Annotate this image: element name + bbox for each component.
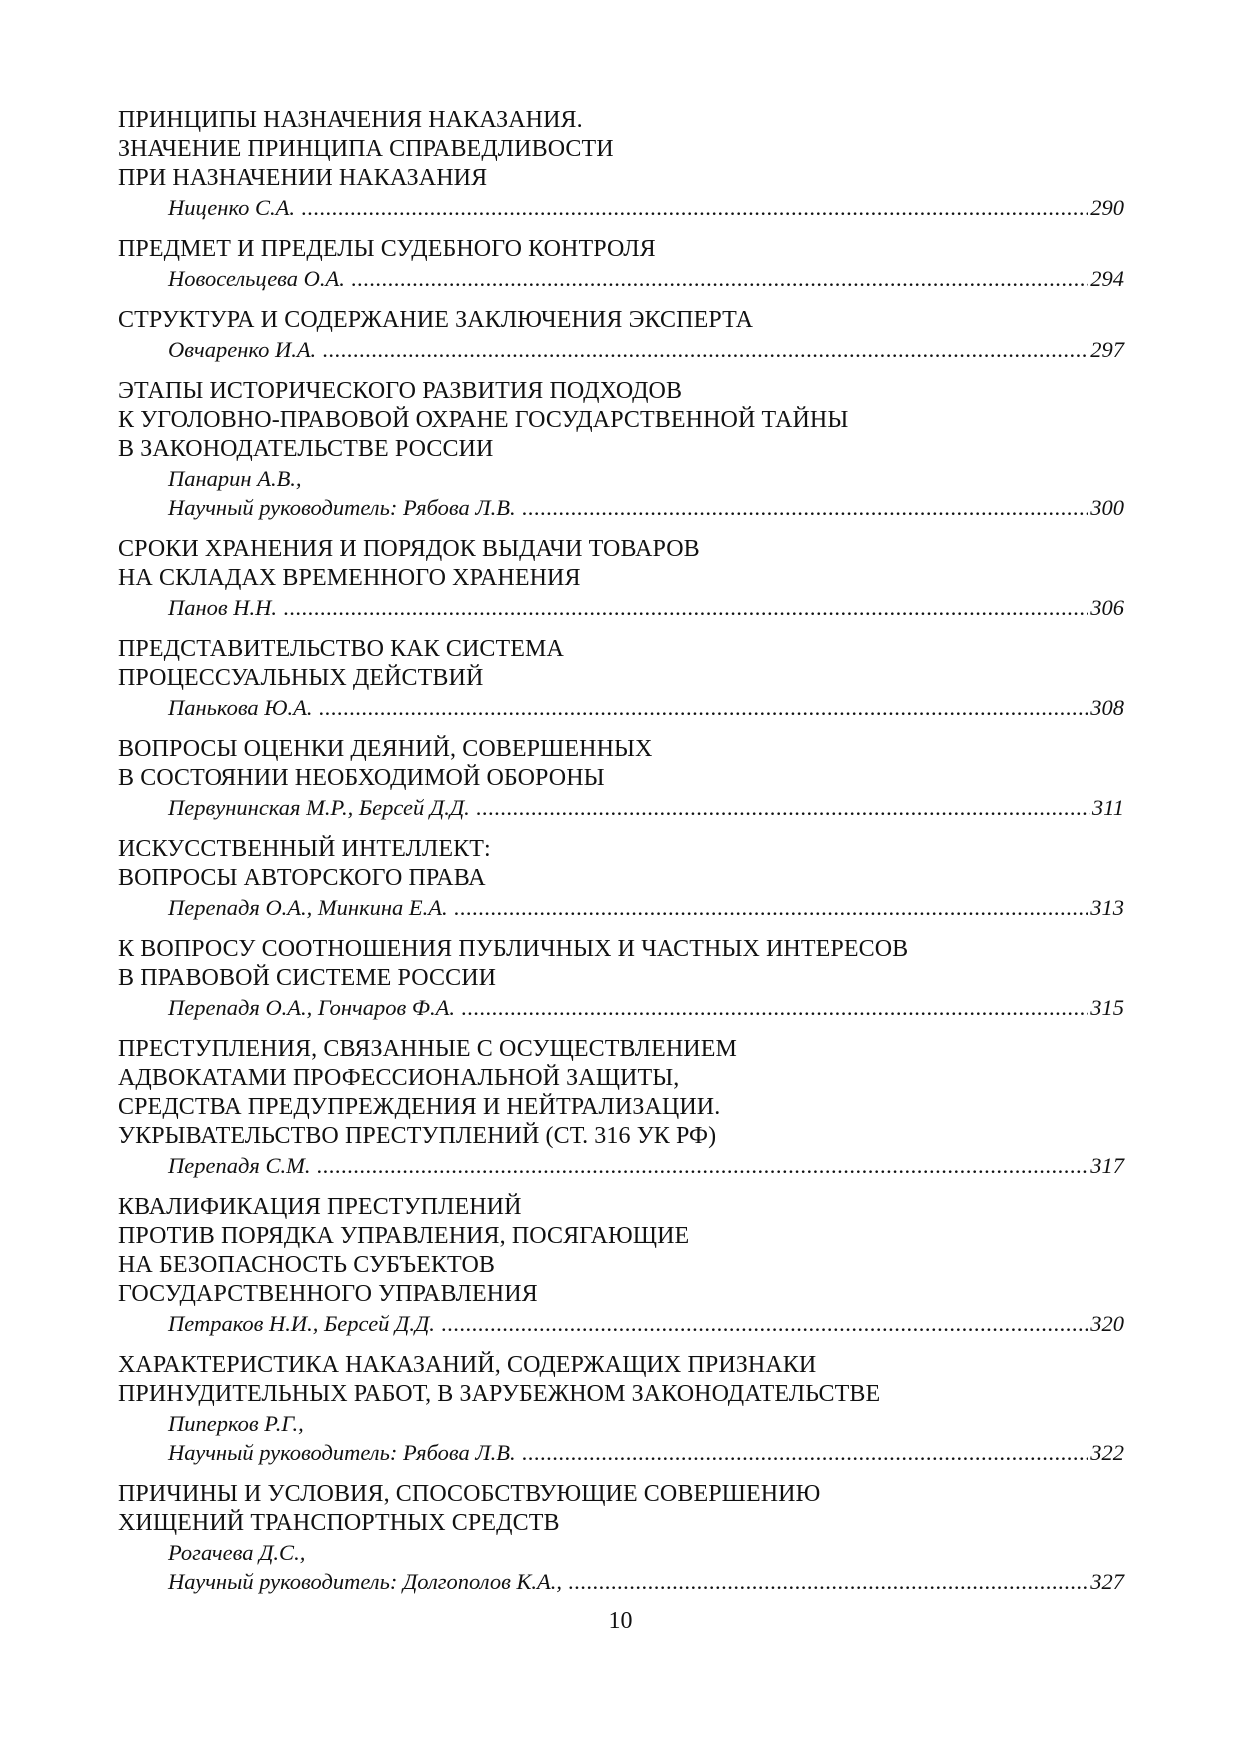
dot-leader	[301, 193, 1088, 222]
entry-title-line: СРЕДСТВА ПРЕДУПРЕЖДЕНИЯ И НЕЙТРАЛИЗАЦИИ.	[118, 1094, 721, 1120]
entry-author-page-row	[118, 264, 1124, 293]
entry-author-page-row	[118, 893, 1124, 922]
entry-page-number: 315	[1090, 995, 1124, 1020]
table-of-contents	[118, 106, 1124, 1609]
entry-page-number: 300	[1090, 495, 1124, 520]
entry-title-line: ГОСУДАРСТВЕННОГО УПРАВЛЕНИЯ	[118, 1281, 538, 1307]
entry-page-number: 294	[1090, 266, 1124, 291]
entry-author: Панов Н.Н.	[168, 595, 278, 620]
toc-entry	[118, 1351, 1124, 1467]
entry-author: Ниценко С.А.	[168, 195, 296, 220]
entry-page-number: 320	[1090, 1311, 1124, 1336]
entry-author: Научный руководитель: Рябова Л.В.	[168, 495, 516, 520]
entry-page-number: 311	[1091, 795, 1124, 820]
entry-author-page-row	[118, 193, 1124, 222]
entry-title-line: СТРУКТУРА И СОДЕРЖАНИЕ ЗАКЛЮЧЕНИЯ ЭКСПЕРТА	[118, 307, 754, 333]
entry-author: Научный руководитель: Рябова Л.В.	[168, 1440, 516, 1465]
entry-title-line: ПРЕДМЕТ И ПРЕДЕЛЫ СУДЕБНОГО КОНТРОЛЯ	[118, 236, 656, 262]
entry-author: Петраков Н.И., Берсей Д.Д.	[168, 1311, 435, 1336]
entry-title-line: ПРИ НАЗНАЧЕНИИ НАКАЗАНИЯ	[118, 165, 488, 191]
entry-page-number: 306	[1090, 595, 1124, 620]
entry-title-line: К ВОПРОСУ СООТНОШЕНИЯ ПУБЛИЧНЫХ И ЧАСТНЫХ ИНТЕРЕСОВ	[118, 936, 909, 962]
toc-entry	[118, 306, 1124, 364]
entry-title-line: УКРЫВАТЕЛЬСТВО ПРЕСТУПЛЕНИЙ (СТ. 316 УК РФ)	[118, 1123, 717, 1149]
entry-author: Панькова Ю.А.	[168, 695, 313, 720]
dot-leader	[522, 493, 1089, 522]
page-number: 10	[608, 1608, 633, 1634]
entry-author: Новосельцева О.А.	[168, 266, 345, 291]
entry-author-page-row	[118, 1438, 1124, 1467]
toc-entry	[118, 1193, 1124, 1338]
entry-page-number: 322	[1090, 1440, 1124, 1465]
entry-title-line: ПРЕДСТАВИТЕЛЬСТВО КАК СИСТЕМА	[118, 636, 564, 662]
dot-leader	[316, 1151, 1088, 1180]
entry-author: Первунинская М.Р., Берсей Д.Д.	[168, 795, 470, 820]
dot-leader	[461, 993, 1088, 1022]
toc-entry	[118, 106, 1124, 222]
entry-author: Пиперков Р.Г.,	[168, 1411, 304, 1436]
entry-author: Панарин А.В.,	[168, 466, 302, 491]
entry-title-line: ВОПРОСЫ ОЦЕНКИ ДЕЯНИЙ, СОВЕРШЕННЫХ	[118, 736, 653, 762]
toc-entry	[118, 1035, 1124, 1180]
toc-entry	[118, 735, 1124, 822]
toc-entry	[118, 635, 1124, 722]
toc-entry	[118, 235, 1124, 293]
toc-entry	[118, 535, 1124, 622]
entry-author-page-row	[118, 493, 1124, 522]
entry-page-number: 297	[1090, 337, 1124, 362]
entry-title-line: АДВОКАТАМИ ПРОФЕССИОНАЛЬНОЙ ЗАЩИТЫ,	[118, 1065, 680, 1091]
entry-title-line: ИСКУССТВЕННЫЙ ИНТЕЛЛЕКТ:	[118, 836, 491, 862]
entry-title-line: ПРИНУДИТЕЛЬНЫХ РАБОТ, В ЗАРУБЕЖНОМ ЗАКОНОДАТЕЛЬСТВЕ	[118, 1381, 881, 1407]
dot-leader	[441, 1309, 1088, 1338]
entry-page-number: 317	[1090, 1153, 1124, 1178]
dot-leader	[322, 335, 1088, 364]
entry-title-line: ПРИНЦИПЫ НАЗНАЧЕНИЯ НАКАЗАНИЯ.	[118, 107, 583, 133]
entry-title-line: ПРЕСТУПЛЕНИЯ, СВЯЗАННЫЕ С ОСУЩЕСТВЛЕНИЕМ	[118, 1036, 737, 1062]
entry-title-line: ЭТАПЫ ИСТОРИЧЕСКОГО РАЗВИТИЯ ПОДХОДОВ	[118, 378, 683, 404]
dot-leader	[351, 264, 1088, 293]
toc-entry	[118, 377, 1124, 522]
entry-title-line: КВАЛИФИКАЦИЯ ПРЕСТУПЛЕНИЙ	[118, 1194, 522, 1220]
entry-author-page-row	[118, 1151, 1124, 1180]
entry-page-number: 313	[1090, 895, 1124, 920]
entry-title-line: ПРИЧИНЫ И УСЛОВИЯ, СПОСОБСТВУЮЩИЕ СОВЕРШЕНИЮ	[118, 1481, 821, 1507]
entry-title-line: НА СКЛАДАХ ВРЕМЕННОГО ХРАНЕНИЯ	[118, 565, 581, 591]
entry-title-line: К УГОЛОВНО-ПРАВОВОЙ ОХРАНЕ ГОСУДАРСТВЕННОЙ ТАЙНЫ	[118, 407, 849, 433]
dot-leader	[522, 1438, 1089, 1467]
entry-title-line: В СОСТОЯНИИ НЕОБХОДИМОЙ ОБОРОНЫ	[118, 765, 605, 791]
entry-page-number: 290	[1090, 195, 1124, 220]
entry-title-line: НА БЕЗОПАСНОСТЬ СУБЪЕКТОВ	[118, 1252, 495, 1278]
entry-author: Рогачева Д.С.,	[168, 1540, 306, 1565]
entry-title-line: В ПРАВОВОЙ СИСТЕМЕ РОССИИ	[118, 965, 497, 991]
entry-title-line: ПРОЦЕССУАЛЬНЫХ ДЕЙСТВИЙ	[118, 665, 484, 691]
entry-title-line: В ЗАКОНОДАТЕЛЬСТВЕ РОССИИ	[118, 436, 494, 462]
entry-author: Овчаренко И.А.	[168, 337, 317, 362]
toc-entry	[118, 1480, 1124, 1596]
entry-title-line: ЗНАЧЕНИЕ ПРИНЦИПА СПРАВЕДЛИВОСТИ	[118, 136, 614, 162]
dot-leader	[476, 793, 1090, 822]
entry-author-page-row	[118, 693, 1124, 722]
toc-entry	[118, 935, 1124, 1022]
entry-author: Научный руководитель: Долгополов К.А.,	[168, 1569, 563, 1594]
entry-author: Перепадя О.А., Минкина Е.А.	[168, 895, 448, 920]
entry-author-page-row	[118, 793, 1124, 822]
entry-author-page-row	[118, 1567, 1124, 1596]
entry-author: Перепадя С.М.	[168, 1153, 311, 1178]
entry-title-line: ВОПРОСЫ АВТОРСКОГО ПРАВА	[118, 865, 486, 891]
entry-author-page-row	[118, 593, 1124, 622]
entry-page-number: 327	[1090, 1569, 1124, 1594]
entry-title-line: ХАРАКТЕРИСТИКА НАКАЗАНИЙ, СОДЕРЖАЩИХ ПРИЗНАКИ	[118, 1352, 817, 1378]
entry-title-line: СРОКИ ХРАНЕНИЯ И ПОРЯДОК ВЫДАЧИ ТОВАРОВ	[118, 536, 700, 562]
entry-title-line: ПРОТИВ ПОРЯДКА УПРАВЛЕНИЯ, ПОСЯГАЮЩИЕ	[118, 1223, 690, 1249]
dot-leader	[283, 593, 1088, 622]
entry-author-page-row	[118, 993, 1124, 1022]
dot-leader	[454, 893, 1089, 922]
entry-page-number: 308	[1090, 695, 1124, 720]
entry-author: Перепадя О.А., Гончаров Ф.А.	[168, 995, 455, 1020]
entry-author-page-row	[118, 335, 1124, 364]
dot-leader	[319, 693, 1089, 722]
entry-title-line: ХИЩЕНИЙ ТРАНСПОРТНЫХ СРЕДСТВ	[118, 1510, 560, 1536]
entry-author-page-row	[118, 1309, 1124, 1338]
toc-entry	[118, 835, 1124, 922]
dot-leader	[568, 1567, 1088, 1596]
